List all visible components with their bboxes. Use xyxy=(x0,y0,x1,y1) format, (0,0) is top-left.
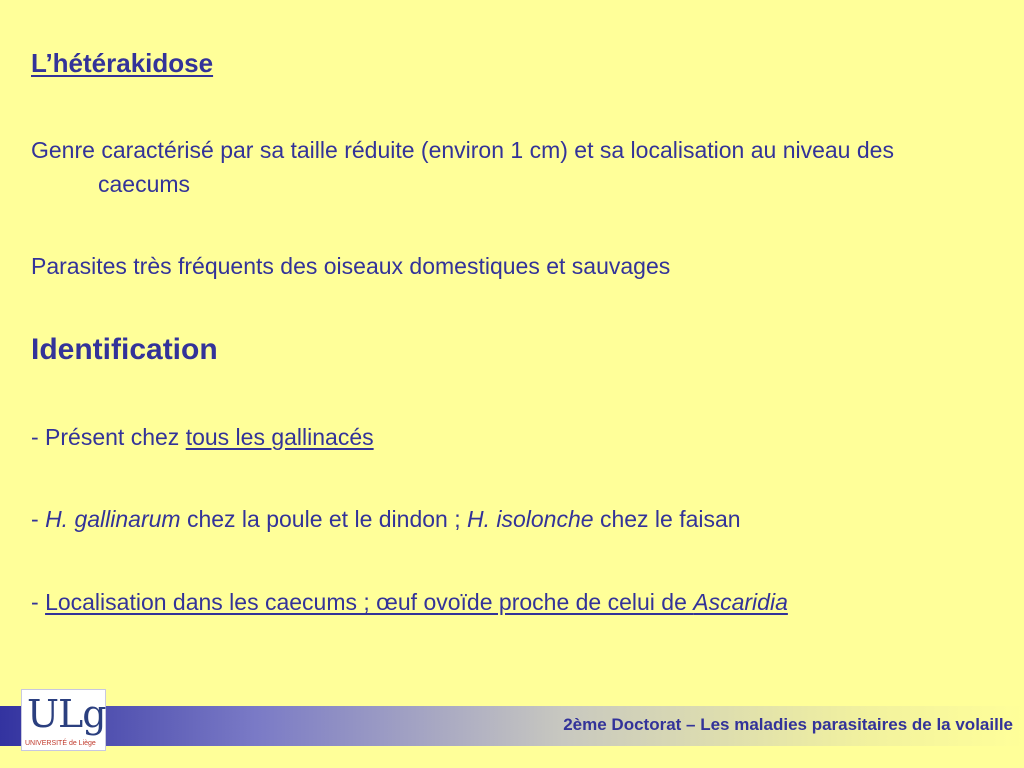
bullet-species xyxy=(31,502,741,536)
bullet-gallinaces xyxy=(31,420,374,454)
slide-title: L’hétérakidose xyxy=(31,48,214,78)
bullet-localisation-prefix: - xyxy=(31,589,46,615)
species-gallinarum: H. gallinarum xyxy=(45,506,181,532)
logo-subtitle: UNIVERSITÉ de Liège xyxy=(25,740,96,747)
ulg-logo xyxy=(21,689,106,751)
genus-ascaridia: Ascaridia xyxy=(693,589,788,615)
bullet-gallinaces-underlined: tous les gallinacés xyxy=(185,424,374,450)
bullet-species-prefix: - xyxy=(31,506,46,532)
footer-course-title: 2ème Doctorat – Les maladies parasitaires de la volaille xyxy=(563,715,1013,734)
bullet-species-suffix: chez le faisan xyxy=(593,506,741,532)
paragraph-genre: Genre caractérisé par sa taille réduite (environ 1 cm) et sa localisation au niveau des caecums xyxy=(31,137,894,197)
bullet-gallinaces-prefix: - Présent chez xyxy=(31,424,186,450)
logo-mark: ULg xyxy=(27,692,106,736)
bullet-localisation-underlined: Localisation dans les caecums ; œuf ovoïde proche de celui de xyxy=(45,589,694,615)
identification-heading: Identification xyxy=(31,333,218,366)
bullet-localisation xyxy=(31,585,788,619)
species-isolonche: H. isolonche xyxy=(466,506,594,532)
paragraph-parasites: Parasites très fréquents des oiseaux domestiques et sauvages xyxy=(31,253,671,279)
bullet-species-middle: chez la poule et le dindon ; xyxy=(180,506,467,532)
